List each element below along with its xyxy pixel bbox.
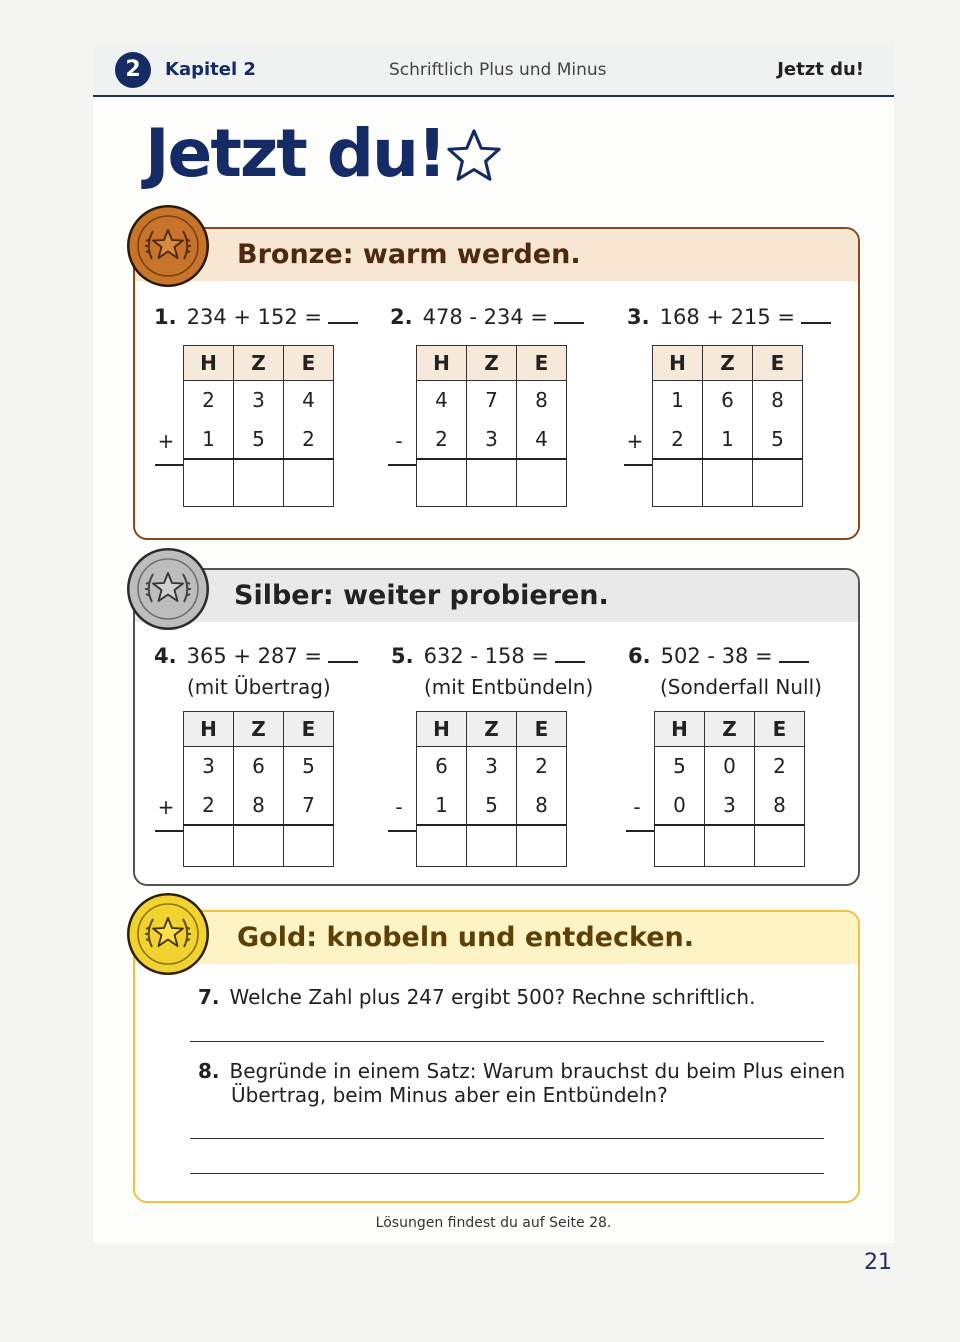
- place-value-grid-3: [626, 345, 803, 507]
- task-expression: 365 + 287 =: [186, 644, 322, 668]
- answer-blank[interactable]: [328, 647, 358, 663]
- place-value-grid-6: [633, 711, 805, 867]
- result-cell[interactable]: [184, 825, 234, 867]
- column-z: Z: [234, 346, 284, 381]
- operator-sign: +: [626, 429, 644, 453]
- bronze-header: [135, 229, 858, 281]
- silver-section: [133, 568, 860, 886]
- digit-cell: 6: [234, 747, 284, 786]
- digit-cell: 2: [517, 747, 567, 786]
- result-cell[interactable]: [417, 459, 467, 507]
- digit-cell: 7: [467, 381, 517, 420]
- gold-header: [135, 912, 858, 964]
- column-e: E: [517, 346, 567, 381]
- solutions-note: Lösungen findest du auf Seite 28.: [375, 1215, 612, 1231]
- digit-cell: 5: [655, 747, 705, 786]
- operator-sign: +: [157, 795, 175, 819]
- operator-sign: -: [633, 795, 641, 819]
- digit-cell: 8: [517, 786, 567, 825]
- result-cell[interactable]: [467, 825, 517, 867]
- answer-blank[interactable]: [801, 308, 831, 324]
- silver-heading: Silber: weiter probieren.: [234, 580, 609, 611]
- digit-cell: 8: [753, 381, 803, 420]
- digit-cell: 8: [234, 786, 284, 825]
- question-text-line-2: Übertrag, beim Minus aber ein Entbündeln?: [231, 1083, 668, 1107]
- column-e: E: [753, 346, 803, 381]
- place-value-grid-5: [395, 711, 567, 867]
- column-h: H: [184, 346, 234, 381]
- digit-cell: 1: [653, 381, 703, 420]
- bronze-heading: Bronze: warm werden.: [237, 239, 581, 270]
- bronze-section: [133, 227, 860, 540]
- place-value-grid-4: [157, 711, 334, 867]
- operator-sign: -: [395, 429, 403, 453]
- digit-cell: 8: [517, 381, 567, 420]
- answer-line[interactable]: [190, 1173, 824, 1174]
- column-e: E: [755, 712, 805, 747]
- column-h: H: [184, 712, 234, 747]
- answer-line[interactable]: [190, 1041, 824, 1042]
- task-hint: (mit Entbündeln): [424, 675, 594, 699]
- column-h: H: [417, 346, 467, 381]
- digit-cell: 0: [655, 786, 705, 825]
- digit-cell: 8: [755, 786, 805, 825]
- result-cell[interactable]: [417, 825, 467, 867]
- result-cell[interactable]: [655, 825, 705, 867]
- task-1: [154, 305, 358, 329]
- result-cell[interactable]: [234, 825, 284, 867]
- digit-cell: 7: [284, 786, 334, 825]
- result-cell[interactable]: [703, 459, 753, 507]
- silver-header: [135, 570, 858, 622]
- column-z: Z: [467, 346, 517, 381]
- result-cell[interactable]: [284, 459, 334, 507]
- column-z: Z: [234, 712, 284, 747]
- digit-cell: 1: [184, 420, 234, 459]
- digit-cell: 5: [234, 420, 284, 459]
- answer-blank[interactable]: [555, 647, 585, 663]
- digit-cell: 4: [517, 420, 567, 459]
- digit-cell: 3: [234, 381, 284, 420]
- task-number: 3.: [627, 305, 650, 329]
- result-cell[interactable]: [517, 459, 567, 507]
- column-z: Z: [467, 712, 517, 747]
- digit-cell: 2: [184, 381, 234, 420]
- digit-cell: 4: [284, 381, 334, 420]
- digit-cell: 6: [417, 747, 467, 786]
- digit-cell: 1: [417, 786, 467, 825]
- result-cell[interactable]: [467, 459, 517, 507]
- column-e: E: [284, 712, 334, 747]
- digit-cell: 2: [653, 420, 703, 459]
- digit-cell: 2: [284, 420, 334, 459]
- answer-blank[interactable]: [328, 308, 358, 324]
- column-e: E: [517, 712, 567, 747]
- task-hint: (Sonderfall Null): [660, 675, 822, 699]
- task-number: 5.: [391, 644, 414, 668]
- result-cell[interactable]: [284, 825, 334, 867]
- task-expression: 168 + 215 =: [659, 305, 795, 329]
- digit-cell: 3: [467, 420, 517, 459]
- operator-sign: +: [157, 429, 175, 453]
- bronze-medal-icon: [125, 203, 211, 289]
- digit-cell: 5: [284, 747, 334, 786]
- digit-cell: 5: [753, 420, 803, 459]
- result-cell[interactable]: [653, 459, 703, 507]
- digit-cell: 4: [417, 381, 467, 420]
- task-number: 7.: [198, 985, 220, 1009]
- gold-section: [133, 910, 860, 1203]
- gold-heading: Gold: knobeln und entdecken.: [237, 922, 695, 953]
- column-h: H: [417, 712, 467, 747]
- task-number: 8.: [198, 1059, 220, 1083]
- question-text-line-1: Begründe in einem Satz: Warum brauchst du beim Plus einen: [229, 1059, 846, 1083]
- topic-title: Schriftlich Plus und Minus: [389, 60, 607, 80]
- task-expression: 632 - 158 =: [423, 644, 549, 668]
- chapter-label: Kapitel 2: [165, 59, 256, 80]
- task-6: [628, 644, 809, 668]
- column-z: Z: [703, 346, 753, 381]
- page-header: [93, 43, 894, 97]
- task-expression: 478 - 234 =: [422, 305, 548, 329]
- digit-cell: 2: [184, 786, 234, 825]
- result-cell[interactable]: [234, 459, 284, 507]
- operator-sign: -: [395, 795, 403, 819]
- result-cell[interactable]: [755, 825, 805, 867]
- task-hint: (mit Übertrag): [187, 675, 331, 699]
- task-3: [627, 305, 831, 329]
- digit-cell: 5: [467, 786, 517, 825]
- worksheet-page: [93, 43, 894, 1243]
- silver-medal-icon: [125, 546, 211, 632]
- chapter-number-badge: 2: [115, 52, 151, 88]
- result-cell[interactable]: [184, 459, 234, 507]
- task-number: 1.: [154, 305, 177, 329]
- page-title: Jetzt du!: [145, 115, 446, 192]
- column-z: Z: [705, 712, 755, 747]
- column-e: E: [284, 346, 334, 381]
- result-cell[interactable]: [753, 459, 803, 507]
- answer-blank[interactable]: [779, 647, 809, 663]
- digit-cell: 2: [755, 747, 805, 786]
- digit-cell: 0: [705, 747, 755, 786]
- answer-blank[interactable]: [554, 308, 584, 324]
- place-value-grid-1: [157, 345, 334, 507]
- task-expression: 502 - 38 =: [660, 644, 773, 668]
- digit-cell: 1: [703, 420, 753, 459]
- question-text: Welche Zahl plus 247 ergibt 500? Rechne schriftlich.: [229, 985, 756, 1009]
- page-number: 21: [864, 1250, 892, 1275]
- task-number: 2.: [390, 305, 413, 329]
- task-number: 4.: [154, 644, 177, 668]
- place-value-grid-2: [395, 345, 567, 507]
- task-expression: 234 + 152 =: [186, 305, 322, 329]
- digit-cell: 3: [467, 747, 517, 786]
- question-7: [198, 985, 755, 1009]
- result-cell[interactable]: [517, 825, 567, 867]
- digit-cell: 6: [703, 381, 753, 420]
- answer-line[interactable]: [190, 1138, 824, 1139]
- digit-cell: 3: [184, 747, 234, 786]
- column-h: H: [655, 712, 705, 747]
- result-cell[interactable]: [705, 825, 755, 867]
- question-8: [198, 1059, 845, 1107]
- task-2: [390, 305, 584, 329]
- gold-medal-icon: [125, 891, 211, 977]
- task-4: [154, 644, 358, 668]
- task-5: [391, 644, 585, 668]
- section-label: Jetzt du!: [777, 59, 864, 80]
- column-h: H: [653, 346, 703, 381]
- task-number: 6.: [628, 644, 651, 668]
- star-outline-icon: [445, 127, 503, 185]
- digit-cell: 3: [705, 786, 755, 825]
- digit-cell: 2: [417, 420, 467, 459]
